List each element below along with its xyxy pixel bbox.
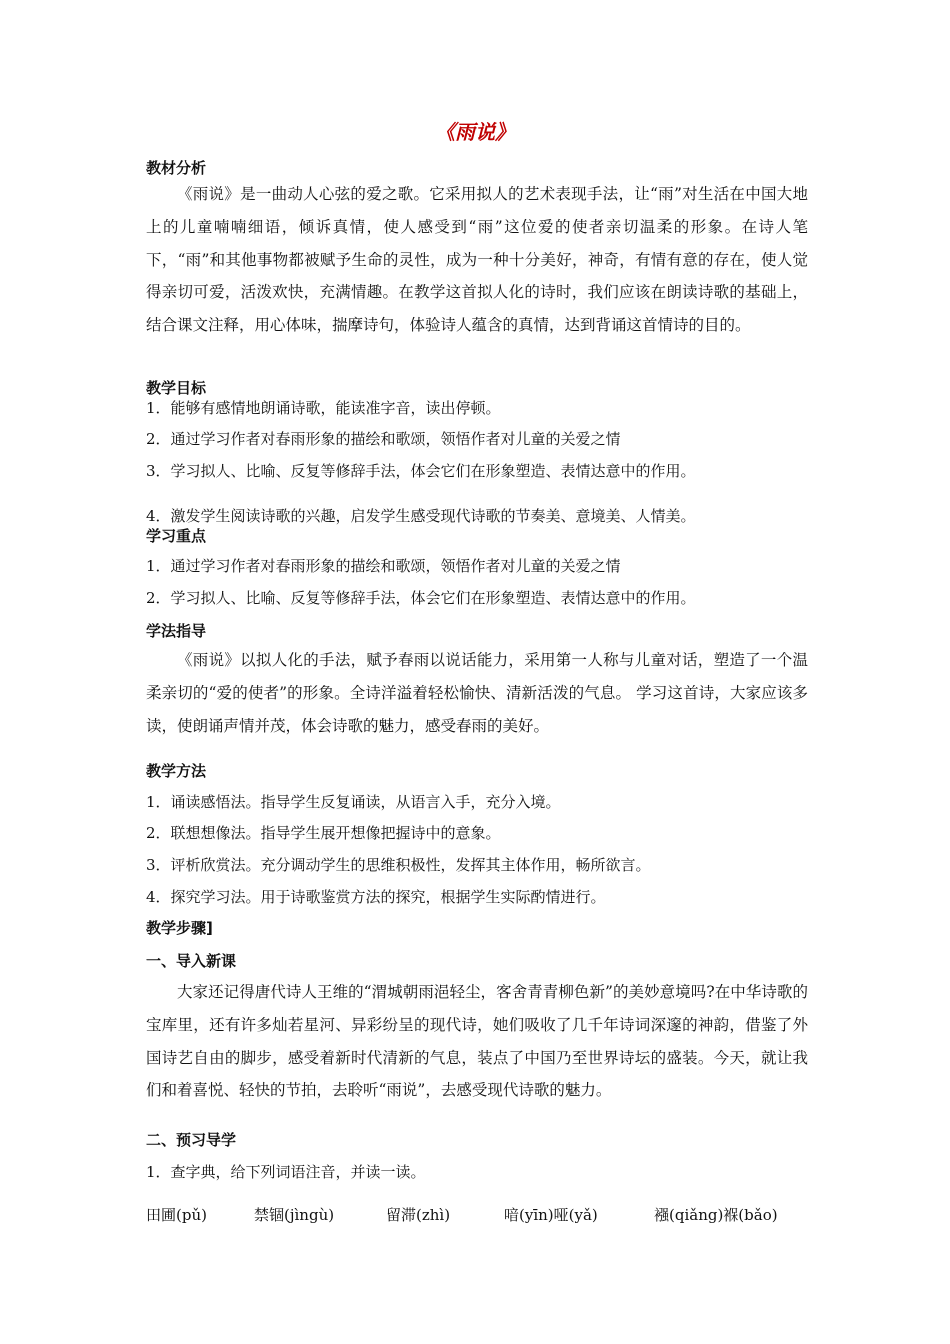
focus-item-1: 1．通过学习作者对春雨形象的描绘和歌颂，领悟作者对儿童的关爱之情: [146, 557, 621, 575]
method-item-3: 3．评析欣赏法。充分调动学生的思维积极性，发挥其主体作用，畅所欲言。: [146, 856, 651, 874]
goal-item-4: 4．激发学生阅读诗歌的兴趣，启发学生感受现代诗歌的节奏美、意境美、人情美。: [146, 507, 696, 525]
heading-guidance: 学法指导: [146, 622, 207, 640]
pinyin-word-2: 禁锢(jìngù): [254, 1206, 335, 1224]
goal-item-1: 1．能够有感情地朗诵诗歌，能读准字音，读出停顿。: [146, 399, 501, 417]
heading-methods: 教学方法: [146, 762, 207, 780]
pinyin-row: [146, 1205, 826, 1227]
heading-steps: 教学步骤]: [146, 919, 213, 937]
heading-preview: 二、预习导学: [146, 1131, 237, 1149]
pinyin-word-3: 留滞(zhì): [386, 1206, 451, 1224]
heading-goals: 教学目标: [146, 379, 207, 397]
paragraph-guidance: 《雨说》以拟人化的手法，赋予春雨以说话能力，采用第一人称与儿童对话，塑造了一个温柔亲切的“爱的使者”的形象。全诗洋溢着轻松愉快、清新活泼的气息。 学习这首诗，大家应该多读，使朗诵声情并茂，体会诗歌的魅力，感受春雨的美好。: [146, 651, 808, 735]
heading-focus: 学习重点: [146, 527, 207, 545]
heading-analysis: 教材分析: [146, 159, 207, 177]
pinyin-word-1: 田圃(pǔ): [146, 1206, 207, 1224]
pinyin-word-4: 喑(yīn)哑(yǎ): [504, 1206, 598, 1224]
method-item-4: 4．探究学习法。用于诗歌鉴赏方法的探究，根据学生实际酌情进行。: [146, 888, 606, 906]
preview-item-1: 1．查字典，给下列词语注音，并读一读。: [146, 1163, 426, 1181]
heading-intro: 一、导入新课: [146, 952, 237, 970]
method-item-2: 2．联想想像法。指导学生展开想像把握诗中的意象。: [146, 824, 501, 842]
focus-item-2: 2．学习拟人、比喻、反复等修辞手法，体会它们在形象塑造、表情达意中的作用。: [146, 589, 696, 607]
pinyin-word-5: 襁(qiǎng)褓(bǎo): [654, 1206, 778, 1224]
paragraph-intro: 大家还记得唐代诗人王维的“渭城朝雨浥轻尘，客舍青青柳色新”的美妙意境吗?在中华诗歌的宝库里，还有许多灿若星河、异彩纷呈的现代诗，她们吸收了几千年诗词深邃的神韵，借鉴了外国诗艺自由的脚步，感受着新时代清新的气息，装点了中国乃至世界诗坛的盛装。今天，就让我们和着喜悦、轻快的节拍，去聆听“雨说”，去感受现代诗歌的魅力。: [146, 983, 808, 1100]
method-item-1: 1．诵读感悟法。指导学生反复诵读，从语言入手，充分入境。: [146, 793, 561, 811]
goal-item-2: 2．通过学习作者对春雨形象的描绘和歌颂，领悟作者对儿童的关爱之情: [146, 430, 621, 448]
page-title: 《雨说》: [435, 120, 515, 144]
paragraph-analysis: 《雨说》是一曲动人心弦的爱之歌。它采用拟人的艺术表现手法，让“雨”对生活在中国大地上的儿童喃喃细语，倾诉真情，使人感受到“雨”这位爱的使者亲切温柔的形象。在诗人笔下，“雨”和其他事物都被赋予生命的灵性，成为一种十分美好，神奇，有情有意的存在，使人觉得亲切可爱，活泼欢快，充满情趣。在教学这首拟人化的诗时，我们应该在朗读诗歌的基础上，结合课文注释，用心体味，揣摩诗句，体验诗人蕴含的真情，达到背诵这首情诗的目的。: [146, 185, 808, 335]
goal-item-3: 3．学习拟人、比喻、反复等修辞手法，体会它们在形象塑造、表情达意中的作用。: [146, 462, 696, 480]
